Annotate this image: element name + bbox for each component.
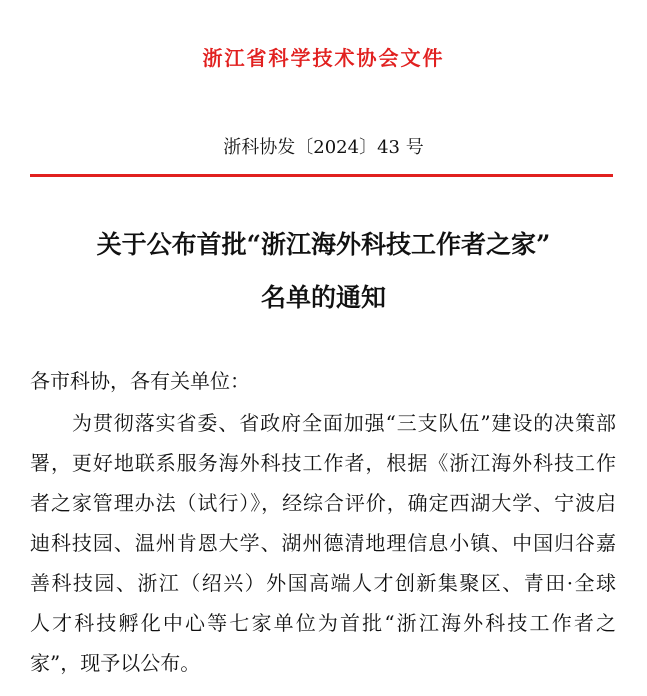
body-line-5: 善科技园、浙江（绍兴）外国高端人才创新集聚区、青田·全球 bbox=[30, 571, 616, 595]
document-masthead: 浙江省科学技术协会文件 bbox=[202, 46, 445, 70]
body-line-1: 为贯彻落实省委、省政府全面加强“三支队伍”建设的决策部 bbox=[72, 411, 616, 435]
notice-title-line-1: 关于公布首批“浙江海外科技工作者之家” bbox=[96, 230, 551, 259]
notice-title-line-2: 名单的通知 bbox=[260, 283, 386, 312]
body-line-3: 者之家管理办法（试行）》，经综合评价，确定西湖大学、宁波启 bbox=[30, 491, 616, 515]
body-line-7: 家”，现予以公布。 bbox=[30, 651, 201, 675]
body-line-2: 署，更好地联系服务海外科技工作者，根据《浙江海外科技工作 bbox=[30, 451, 616, 475]
red-divider-rule bbox=[30, 174, 613, 177]
body-line-4: 迪科技园、温州肯恩大学、湖州德清地理信息小镇、中国归谷嘉 bbox=[30, 531, 616, 555]
document-number: 浙科协发〔2024〕43 号 bbox=[223, 137, 424, 158]
salutation: 各市科协，各有关单位： bbox=[30, 369, 250, 393]
body-line-6: 人才科技孵化中心等七家单位为首批“浙江海外科技工作者之 bbox=[30, 611, 616, 635]
